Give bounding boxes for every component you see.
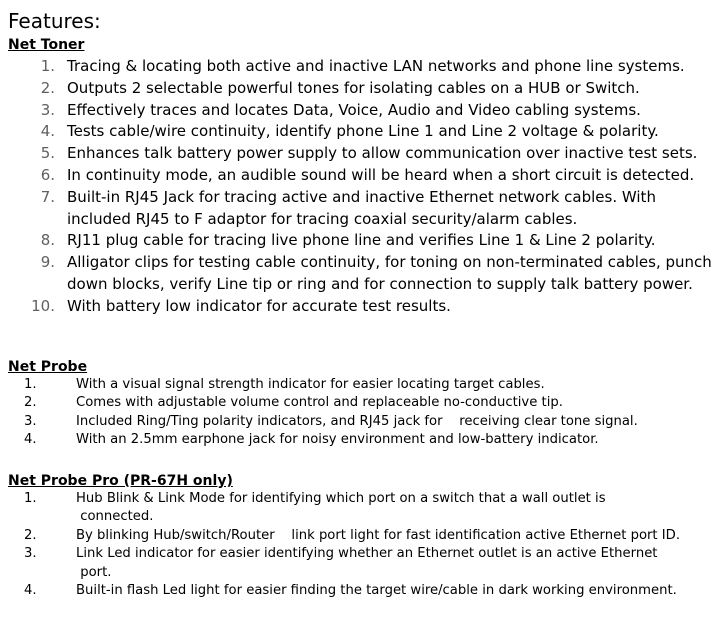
net-probe-pro-feature-list	[0, 490, 720, 600]
list-item-number: 2.	[24, 527, 37, 543]
list-item-number: 8.	[40, 231, 55, 250]
list-item	[0, 413, 720, 431]
list-item	[0, 376, 720, 394]
list-item-text: Tracing & locating both active and inactive LAN networks and phone line systems.	[67, 57, 685, 75]
list-item	[0, 100, 720, 122]
list-item-number: 4.	[40, 122, 55, 141]
list-item	[0, 527, 720, 545]
list-item-text: Enhances talk battery power supply to allow communication over inactive test sets.	[67, 144, 698, 163]
list-item-text: Included Ring/Ting polarity indicators, and RJ45 jack for receiving clear tone signal.	[76, 413, 638, 429]
list-item-text: By blinking Hub/switch/Router link port light for fast identification active Ethernet port ID.	[76, 527, 681, 543]
list-item-text: Built-in flash Led light for easier finding the target wire/cable in dark working environment.	[76, 583, 677, 599]
list-item	[0, 431, 720, 449]
list-item-number: 7.	[40, 187, 55, 206]
list-item-number: 3.	[24, 546, 37, 562]
list-item	[0, 582, 720, 600]
list-item	[0, 230, 720, 252]
list-item-number: 1.	[40, 57, 55, 75]
list-item-number: 5.	[40, 144, 55, 163]
list-item-text: Comes with adjustable volume control and replaceable no-conductive tip.	[76, 395, 563, 411]
list-item-number: 6.	[40, 165, 55, 184]
section-heading-net-probe-pro: Net Probe Pro (PR-67H only)	[8, 473, 233, 489]
list-item	[0, 545, 720, 582]
list-item-number: 2.	[40, 78, 55, 97]
list-item	[0, 490, 720, 527]
list-item-text: With battery low indicator for accurate test results.	[67, 296, 451, 315]
list-item-number: 4.	[24, 432, 37, 448]
list-item-text: In continuity mode, an audible sound will be heard when a short circuit is detected.	[67, 165, 695, 184]
list-item	[0, 296, 720, 318]
list-item-number: 3.	[24, 413, 37, 429]
list-item-text: Built-in RJ45 Jack for tracing active and inactive Ethernet network cables. With included RJ45 to F adaptor for tracing coaxial security/alarm cables.	[67, 187, 656, 228]
list-item-number: 10.	[31, 296, 55, 315]
list-item	[0, 165, 720, 187]
list-item	[0, 394, 720, 412]
list-item-text: With an 2.5mm earphone jack for noisy environment and low-battery indicator.	[76, 432, 599, 448]
list-item-text: With a visual signal strength indicator for easier locating target cables.	[76, 377, 545, 392]
list-item-text: Outputs 2 selectable powerful tones for isolating cables on a HUB or Switch.	[67, 78, 640, 97]
net-toner-feature-list	[0, 56, 720, 318]
list-item-number: 1.	[24, 377, 37, 392]
list-item	[0, 143, 720, 165]
list-item-number: 1.	[24, 491, 37, 506]
list-item-text: Hub Blink & Link Mode for identifying which port on a switch that a wall outlet is connected.	[76, 491, 606, 525]
list-item-number: 3.	[40, 100, 55, 119]
list-item-text: Tests cable/wire continuity, identify phone Line 1 and Line 2 voltage & polarity.	[67, 122, 659, 141]
list-item-text: Alligator clips for testing cable continuity, for toning on non-terminated cables, punch down blocks, verify Line tip or ring and for connection to supply talk battery power.	[67, 253, 712, 293]
list-item-text: Effectively traces and locates Data, Voice, Audio and Video cabling systems.	[67, 100, 641, 119]
list-item	[0, 121, 720, 143]
list-item	[0, 78, 720, 100]
list-item-text: Link Led indicator for easier identifying whether an Ethernet outlet is an active Ethernet port.	[76, 546, 658, 580]
list-item	[0, 252, 720, 296]
list-item-number: 9.	[40, 253, 55, 272]
page-title: Features:	[8, 9, 101, 33]
net-probe-feature-list	[0, 376, 720, 450]
list-item-number: 2.	[24, 395, 37, 411]
section-heading-net-probe: Net Probe	[8, 359, 88, 375]
list-item-number: 4.	[24, 583, 37, 599]
list-item	[0, 187, 720, 231]
list-item	[0, 56, 720, 78]
list-item-text: RJ11 plug cable for tracing live phone line and verifies Line 1 & Line 2 polarity.	[67, 231, 656, 250]
section-heading-net-toner: Net Toner	[8, 37, 85, 53]
